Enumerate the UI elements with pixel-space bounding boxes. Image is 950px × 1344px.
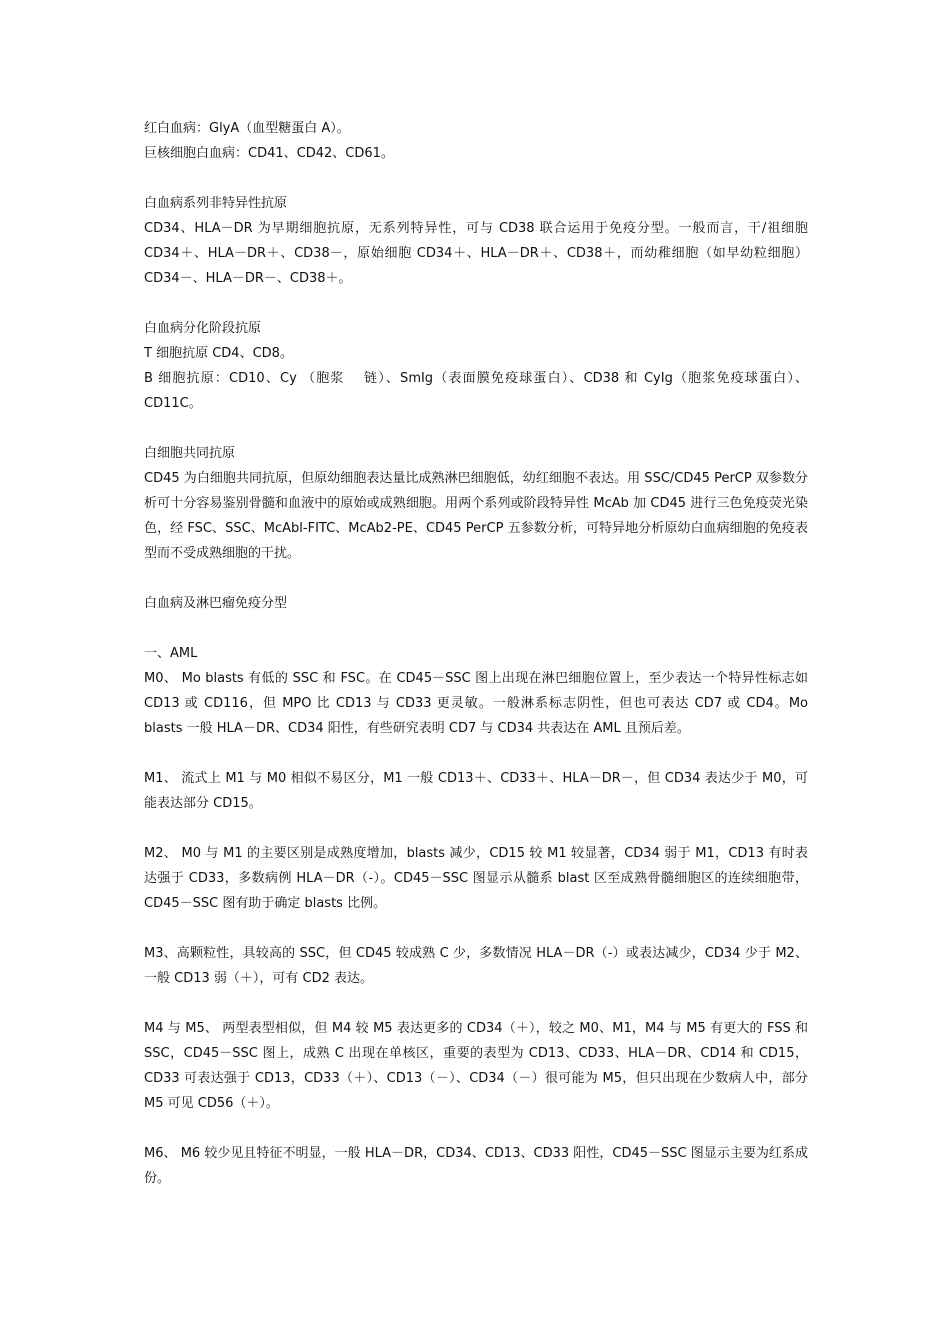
differentiation-stage-heading: 白血病分化阶段抗原 [144,321,262,336]
spacer [144,916,808,941]
m0-paragraph: M0、 Mo blasts 有低的 SSC 和 FSC。在 CD45－SSC 图上出现在淋巴细胞位置上，至少表达一个特异性标志如 CD13 或 CD116，但 MPO 比 CD13 与 CD33 更灵敏。一般淋系标志阴性，但也可表达 CD7 或 CD4。Mo blasts 一般 HLA－DR、CD34 阳性，有些研究表明 CD7 与 CD34 共表达在 AML 且预后差。 [144,671,808,736]
m4-m5-paragraph: M4 与 M5、 两型表型相似，但 M4 较 M5 表达更多的 CD34（＋），较之 M0、M1，M4 与 M5 有更大的 FSS 和 SSC，CD45－SSC 图上，成熟 C 出现在单核区，重要的表型为 CD13、CD33、HLA－DR、CD14 和 CD15，CD33 可表达强于 CD13，CD33（＋）、CD13（－）、CD34（－）很可能为 M5，但只出现在少数病人中，部分 M5 可见 CD56（＋）。 [144,1021,808,1111]
b-cell-antigen-line: B 细胞抗原：CD10、Cy （胞浆 链）、SmIg（表面膜免疫球蛋白）、CD38 和 CyIg（胞浆免疫球蛋白）、CD11C。 [144,371,808,411]
spacer [144,291,808,316]
spacer [144,566,808,591]
megakaryocytic-line: 巨核细胞白血病：CD41、CD42、CD61。 [144,146,394,161]
common-antigen-heading: 白细胞共同抗原 [144,446,236,461]
spacer [144,166,808,191]
m2-paragraph: M2、 M0 与 M1 的主要区别是成熟度增加，blasts 减少，CD15 较 M1 较显著，CD34 弱于 M1，CD13 有时表达强于 CD33，多数病例 HLA－DR（-）。CD45－SSC 图显示从髓系 blast 区至成熟骨髓细胞区的连续细胞带，CD45－SSC 图有助于确定 blasts 比例。 [144,846,808,911]
nonspecific-antigen-paragraph: CD34、HLA－DR 为早期细胞抗原，无系列特异性，可与 CD38 联合运用于免疫分型。一般而言，干/祖细胞 CD34＋、HLA－DR＋、CD38－，原始细胞 CD34＋、HLA－DR＋、CD38＋，而幼稚细胞（如早幼粒细胞）CD34－、HLA－DR－、CD38＋。 [144,221,808,286]
m6-paragraph: M6、 M6 较少见且特征不明显，一般 HLA－DR，CD34、CD13、CD33 阳性，CD45－SSC 图显示主要为红系成份。 [144,1146,808,1186]
nonspecific-antigen-heading: 白血病系列非特异性抗原 [144,196,288,211]
spacer [144,416,808,441]
document-body [144,116,808,1191]
erythroleukemia-line: 红白血病：GlyA（血型糖蛋白 A）。 [144,121,350,136]
spacer [144,741,808,766]
t-cell-antigen-line: T 细胞抗原 CD4、CD8。 [144,346,293,361]
spacer [144,616,808,641]
spacer [144,991,808,1016]
common-antigen-paragraph: CD45 为白细胞共同抗原，但原幼细胞表达量比成熟淋巴细胞低，幼红细胞不表达。用 SSC/CD45 PerCP 双参数分析可十分容易鉴别骨髓和血液中的原始或成熟细胞。用两个系列或阶段特异性 McAb 加 CD45 进行三色免疫荧光染色，经 FSC、SSC、McAbl-FITC、McAb2-PE、CD45 PerCP 五参数分析，可特异地分析原幼白血病细胞的免疫表型而不受成熟细胞的干扰。 [144,471,808,561]
immunophenotyping-heading: 白血病及淋巴瘤免疫分型 [144,596,288,611]
aml-heading: 一、AML [144,646,198,661]
spacer [144,1116,808,1141]
m3-paragraph: M3、高颗粒性，具较高的 SSC，但 CD45 较成熟 C 少，多数情况 HLA－DR（-）或表达减少，CD34 少于 M2、一般 CD13 弱（＋），可有 CD2 表达。 [144,946,808,986]
spacer [144,816,808,841]
m1-paragraph: M1、 流式上 M1 与 M0 相似不易区分，M1 一般 CD13＋、CD33＋、HLA－DR－，但 CD34 表达少于 M0，可能表达部分 CD15。 [144,771,808,811]
